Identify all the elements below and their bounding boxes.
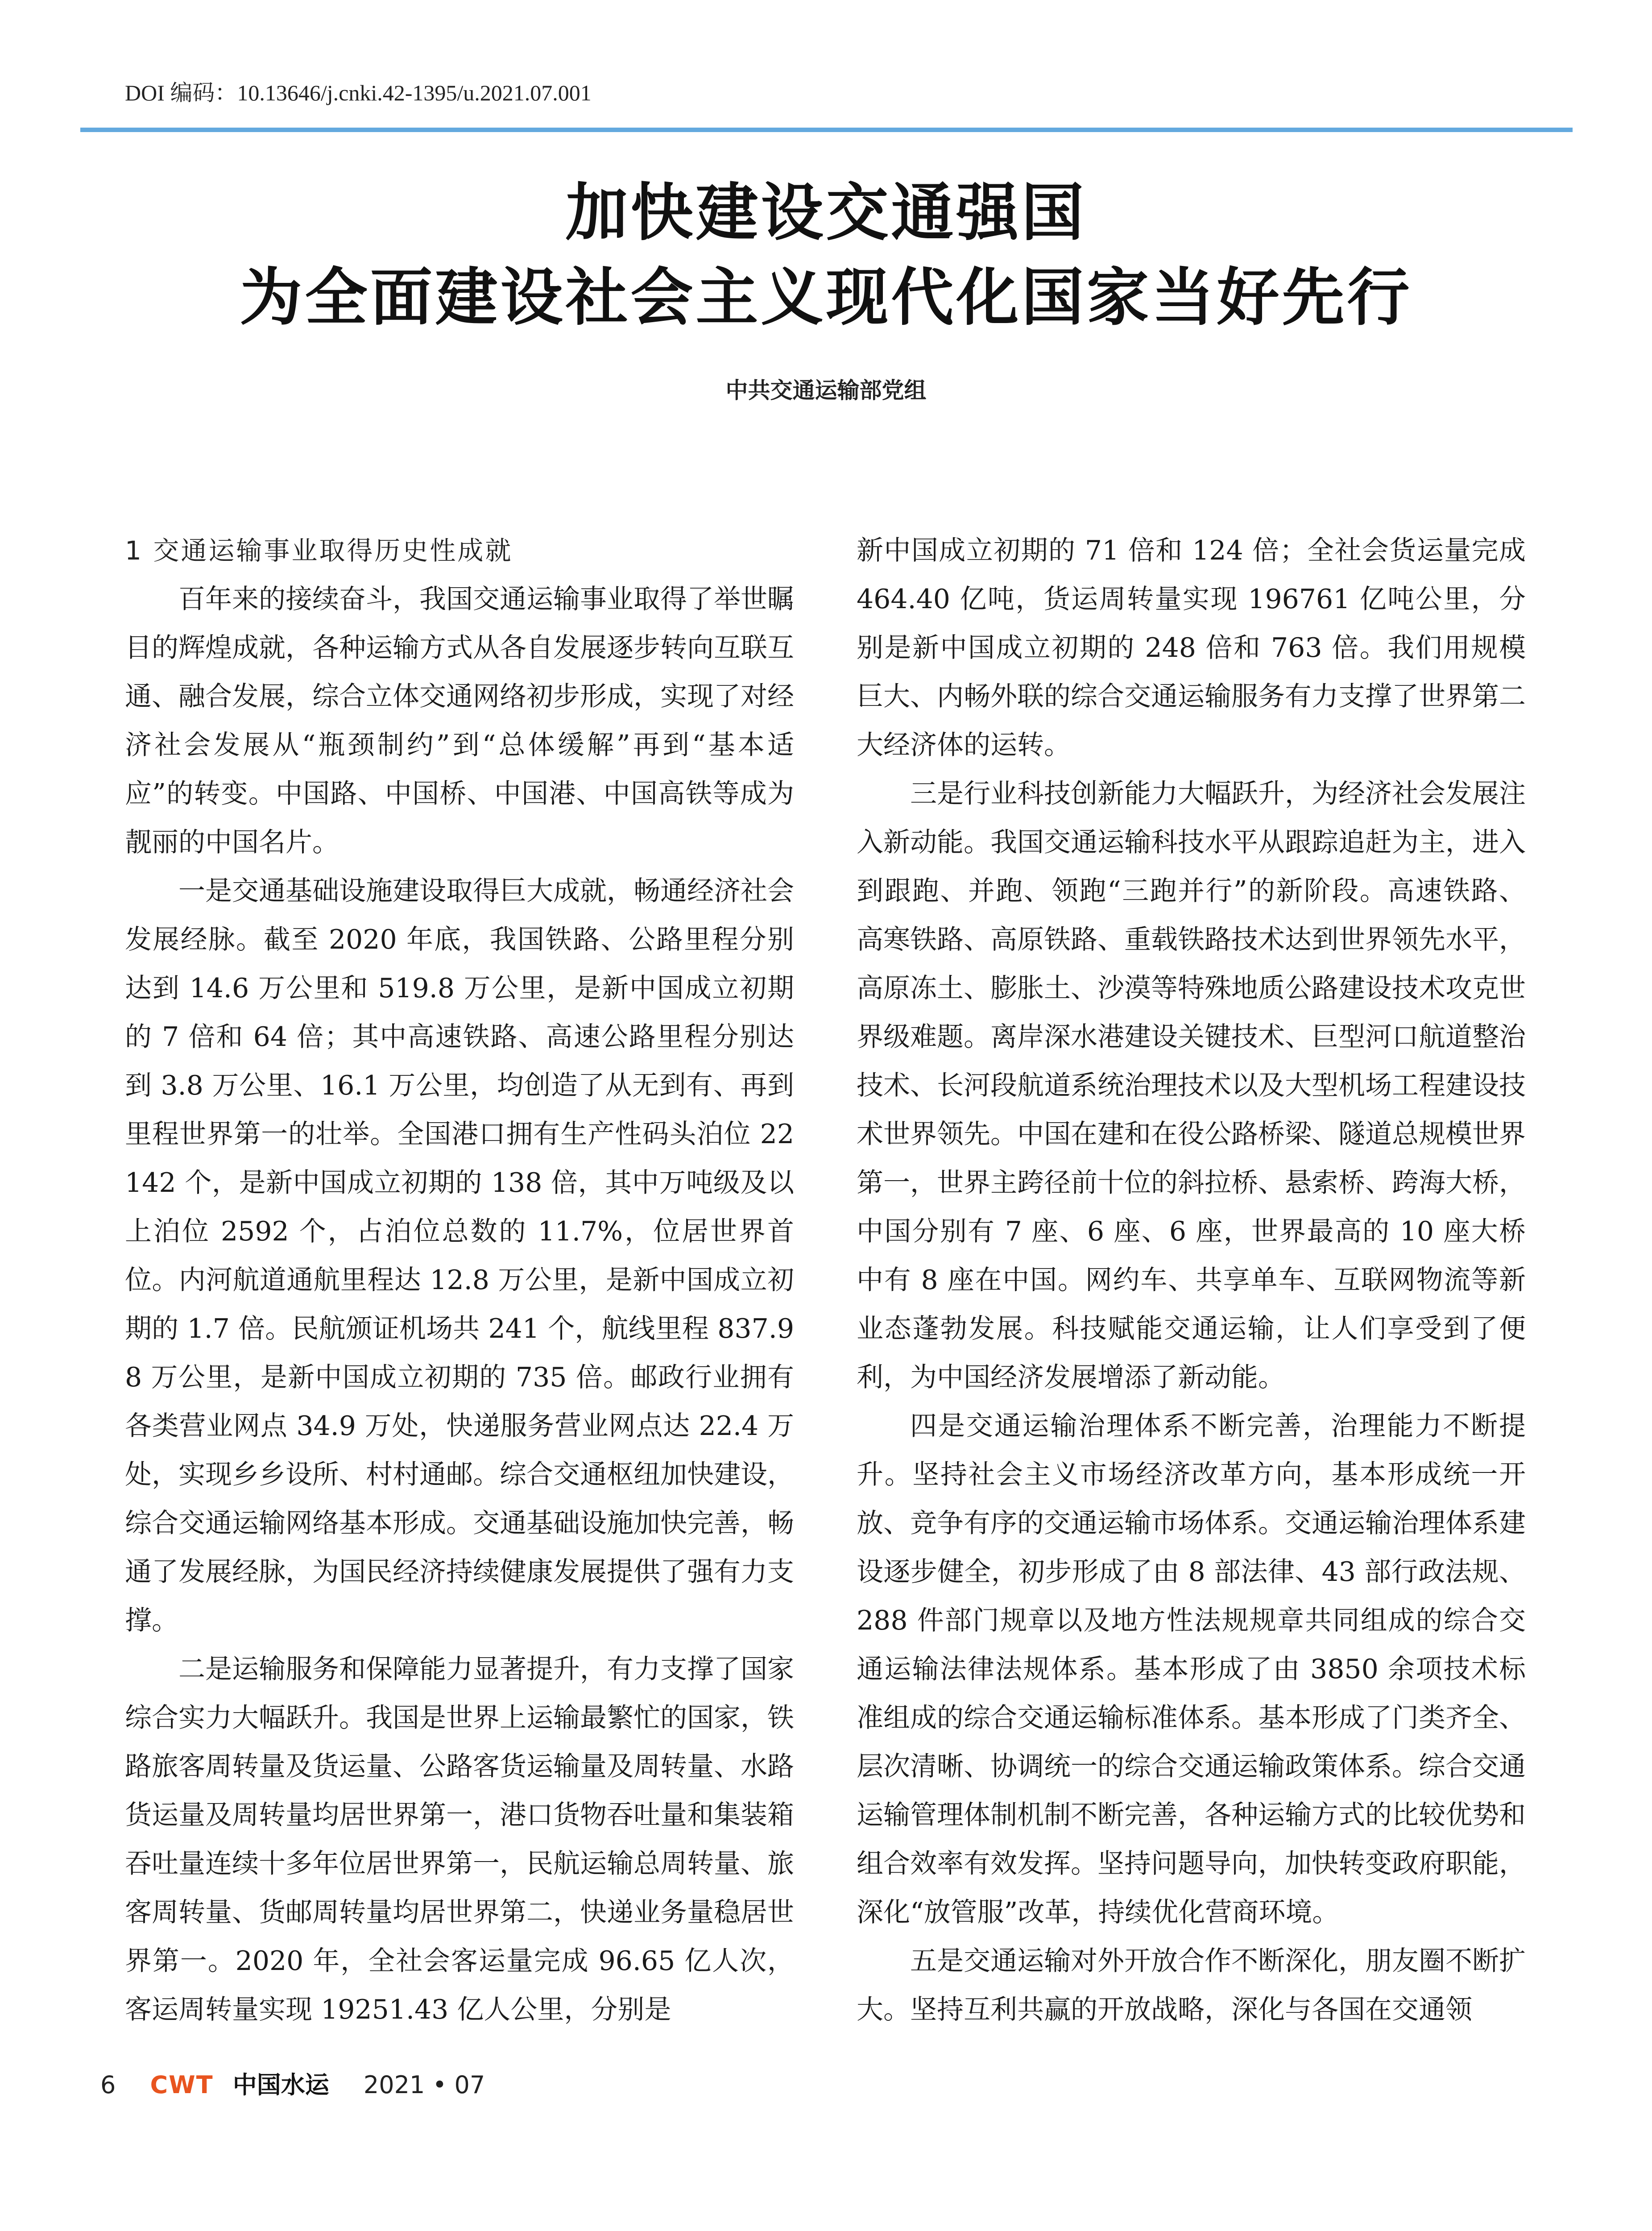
page-number: 6 bbox=[100, 2071, 116, 2099]
magazine-name: 中国水运 bbox=[232, 2070, 329, 2099]
paragraph: 五是交通运输对外开放合作不断深化，朋友圈不断扩大。坚持互利共赢的开放战略，深化与各国在交通领 bbox=[857, 1945, 1526, 2025]
paragraph: 二是运输服务和保障能力显著提升，有力支撑了国家综合实力大幅跃升。我国是世界上运输最繁忙的国家，铁路旅客周转量及货运量、公路客货运输量及周转量、水路货运量及周转量均居世界第一，港口货物吞吐量和集装箱吞吐量连续十多年位居世界第一，民航运输总周转量、旅客周转量、货邮周转量均居世界第二，快递业务量稳居世界第一。2020 年，全社会客运量完成 96.65 亿人次，客运周转量实现 19251.43 亿人公里，分别是 bbox=[125, 1654, 794, 2025]
article-author: 中共交通运输部党组 bbox=[725, 377, 927, 403]
section-heading: 1 交通运输事业取得历史性成就 bbox=[125, 535, 513, 566]
page-footer bbox=[100, 2066, 485, 2100]
issue-number: 2021 • 07 bbox=[363, 2071, 485, 2099]
article-title-line-1: 加快建设交通强国 bbox=[565, 176, 1087, 249]
doi-code: DOI 编码：10.13646/j.cnki.42-1395/u.2021.07.001 bbox=[125, 80, 592, 105]
paragraph: 三是行业科技创新能力大幅跃升，为经济社会发展注入新动能。我国交通运输科技水平从跟踪追赶为主，进入到跟跑、并跑、领跑“三跑并行”的新阶段。高速铁路、高寒铁路、高原铁路、重载铁路技术达到世界领先水平，高原冻土、膨胀土、沙漠等特殊地质公路建设技术攻克世界级难题。离岸深水港建设关键技术、巨型河口航道整治技术、长河段航道系统治理技术以及大型机场工程建设技术世界领先。中国在建和在役公路桥梁、隧道总规模世界第一，世界主跨径前十位的斜拉桥、悬索桥、跨海大桥，中国分别有 7 座、6 座、6 座，世界最高的 10 座大桥中有 8 座在中国。网约车、共享单车、互联网物流等新业态蓬勃发展。科技赋能交通运输，让人们享受到了便利，为中国经济发展增添了新动能。 bbox=[857, 778, 1526, 1393]
paragraph: 新中国成立初期的 71 倍和 124 倍；全社会货运量完成 464.40 亿吨，货运周转量实现 196761 亿吨公里，分别是新中国成立初期的 248 倍和 763 倍。我们用规模巨大、内畅外联的综合交通运输服务有力支撑了世界第二大经济体的运转。 bbox=[857, 535, 1526, 761]
paragraph: 百年来的接续奋斗，我国交通运输事业取得了举世瞩目的辉煌成就，各种运输方式从各自发展逐步转向互联互通、融合发展，综合立体交通网络初步形成，实现了对经济社会发展从“瓶颈制约”到“总体缓解”再到“基本适应”的转变。中国路、中国桥、中国港、中国高铁等成为靓丽的中国名片。 bbox=[125, 584, 794, 858]
header-rule bbox=[80, 128, 1573, 132]
left-column bbox=[125, 527, 794, 2034]
right-column bbox=[857, 527, 1526, 2034]
article-title-line-2: 为全面建设社会主义现代化国家当好先行 bbox=[240, 261, 1412, 334]
paragraph: 四是交通运输治理体系不断完善，治理能力不断提升。坚持社会主义市场经济改革方向，基本形成统一开放、竞争有序的交通运输市场体系。交通运输治理体系建设逐步健全，初步形成了由 8 部法律、43 部行政法规、288 件部门规章以及地方性法规规章共同组成的综合交通运输法律法规体系。基本形成了由 3850 余项技术标准组成的综合交通运输标准体系。基本形成了门类齐全、层次清晰、协调统一的综合交通运输政策体系。综合交通运输管理体制机制不断完善，各种运输方式的比较优势和组合效率有效发挥。坚持问题导向，加快转变政府职能，深化“放管服”改革，持续优化营商环境。 bbox=[857, 1410, 1526, 1928]
paragraph: 一是交通基础设施建设取得巨大成就，畅通经济社会发展经脉。截至 2020 年底，我国铁路、公路里程分别达到 14.6 万公里和 519.8 万公里，是新中国成立初期的 7 倍和 64 倍；其中高速铁路、高速公路里程分别达到 3.8 万公里、16.1 万公里，均创造了从无到有、再到里程世界第一的壮举。全国港口拥有生产性码头泊位 22142 个，是新中国成立初期的 138 倍，其中万吨级及以上泊位 2592 个，占泊位总数的 11.7%，位居世界首位。内河航道通航里程达 12.8 万公里，是新中国成立初期的 1.7 倍。民航颁证机场共 241 个，航线里程 837.98 万公里，是新中国成立初期的 735 倍。邮政行业拥有各类营业网点 34.9 万处，快递服务营业网点达 22.4 万处，实现乡乡设所、村村通邮。综合交通枢纽加快建设，综合交通运输网络基本形成。交通基础设施加快完善，畅通了发展经脉，为国民经济持续健康发展提供了强有力支撑。 bbox=[125, 875, 794, 1636]
brand-logo: CWT bbox=[150, 2071, 214, 2099]
